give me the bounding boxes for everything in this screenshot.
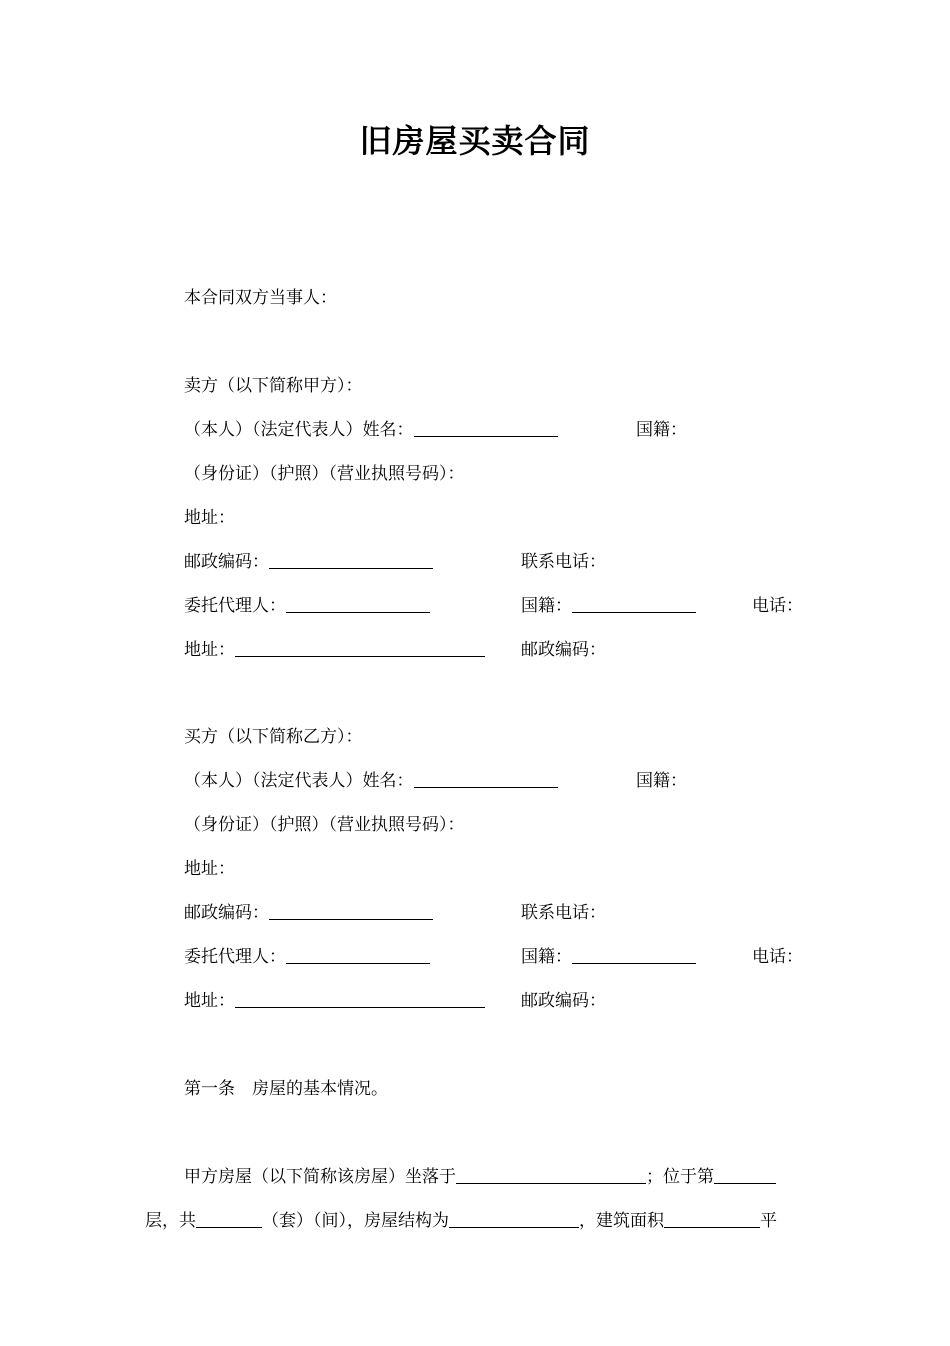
area-label: ，建筑面积 <box>579 1211 664 1231</box>
article-1-heading: 第一条 房屋的基本情况。 <box>184 1079 388 1099</box>
buyer-contact-phone-label: 联系电话： <box>521 903 606 923</box>
seller-agent-address-field[interactable] <box>235 640 485 657</box>
units-field[interactable] <box>196 1211 262 1228</box>
seller-agent-postcode-label: 邮政编码： <box>521 640 606 660</box>
buyer-name-label: （本人）（法定代表人）姓名： <box>184 771 414 791</box>
seller-nationality-label: 国籍： <box>636 420 687 440</box>
buyer-id-label: （身份证）（护照）（营业执照号码）： <box>184 815 465 835</box>
area-unit-prefix: 平 <box>760 1211 777 1231</box>
buyer-name-field[interactable] <box>414 771 558 788</box>
article-1-line-2 <box>145 1210 777 1232</box>
buyer-postcode-label: 邮政编码： <box>184 903 269 923</box>
seller-agent-nationality-row <box>521 595 696 617</box>
intro-text: 本合同双方当事人： <box>184 288 337 308</box>
floor-suffix: 层，共 <box>145 1211 196 1231</box>
seller-address-label: 地址： <box>184 508 235 528</box>
buyer-agent-postcode-label: 邮政编码： <box>521 991 606 1011</box>
location-label: 甲方房屋（以下简称该房屋）坐落于 <box>184 1167 456 1187</box>
document-title: 旧房屋买卖合同 <box>359 122 591 160</box>
seller-agent-phone-label: 电话： <box>752 596 803 616</box>
buyer-agent-nationality-field[interactable] <box>572 947 696 964</box>
buyer-heading: 买方（以下简称乙方）： <box>184 727 363 747</box>
seller-postcode-row <box>184 551 433 573</box>
area-field[interactable] <box>664 1211 760 1228</box>
seller-heading: 卖方（以下简称甲方）： <box>184 376 363 396</box>
seller-id-label: （身份证）（护照）（营业执照号码）： <box>184 464 465 484</box>
seller-postcode-field[interactable] <box>269 552 433 569</box>
buyer-name-row <box>184 770 558 792</box>
buyer-agent-nationality-row <box>521 946 696 968</box>
seller-agent-nationality-label: 国籍： <box>521 596 572 616</box>
buyer-agent-nationality-label: 国籍： <box>521 947 572 967</box>
buyer-agent-phone-label: 电话： <box>752 947 803 967</box>
seller-name-field[interactable] <box>414 420 558 437</box>
floor-label: ；位于第 <box>646 1167 714 1187</box>
buyer-agent-address-field[interactable] <box>235 991 485 1008</box>
seller-agent-row <box>184 595 430 617</box>
seller-name-label: （本人）（法定代表人）姓名： <box>184 420 414 440</box>
buyer-agent-field[interactable] <box>286 947 430 964</box>
buyer-postcode-row <box>184 902 433 924</box>
structure-label: （套）（间），房屋结构为 <box>262 1211 449 1231</box>
buyer-agent-address-label: 地址： <box>184 991 235 1011</box>
buyer-agent-address-row <box>184 990 485 1012</box>
buyer-agent-label: 委托代理人： <box>184 947 286 967</box>
buyer-nationality-label: 国籍： <box>636 771 687 791</box>
seller-name-row <box>184 419 558 441</box>
seller-agent-label: 委托代理人： <box>184 596 286 616</box>
article-1-line-1 <box>184 1166 776 1188</box>
seller-agent-field[interactable] <box>286 596 430 613</box>
seller-postcode-label: 邮政编码： <box>184 552 269 572</box>
floor-field[interactable] <box>714 1167 776 1184</box>
location-field[interactable] <box>456 1167 646 1184</box>
seller-agent-address-label: 地址： <box>184 640 235 660</box>
buyer-agent-row <box>184 946 430 968</box>
seller-agent-address-row <box>184 639 485 661</box>
buyer-address-label: 地址： <box>184 859 235 879</box>
seller-agent-nationality-field[interactable] <box>572 596 696 613</box>
structure-field[interactable] <box>449 1211 579 1228</box>
seller-contact-phone-label: 联系电话： <box>521 552 606 572</box>
buyer-postcode-field[interactable] <box>269 903 433 920</box>
